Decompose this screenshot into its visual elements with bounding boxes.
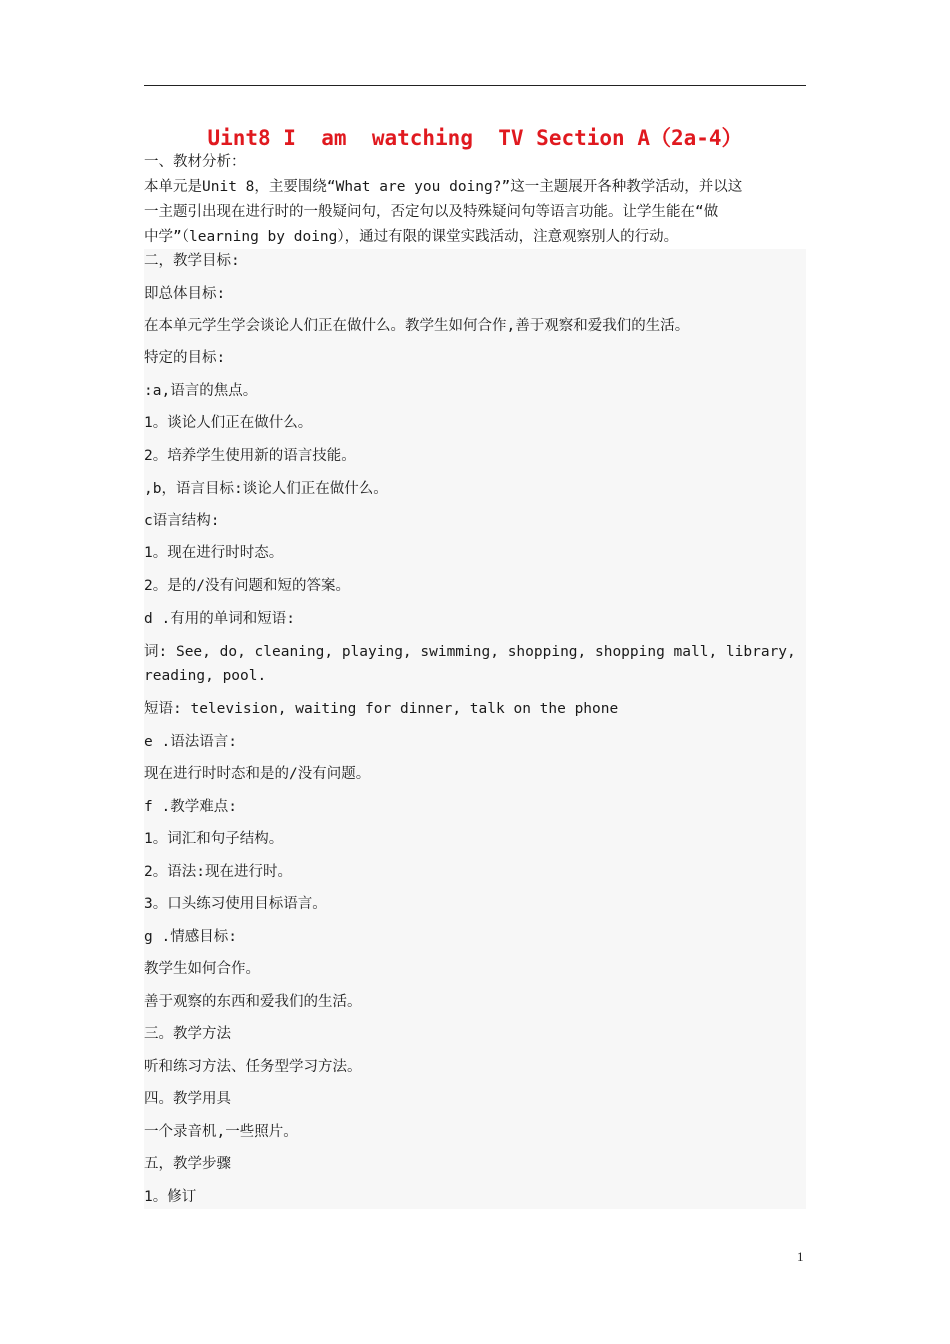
header-rule [144,85,806,86]
body-line: 2。是的/没有问题和短的答案。 [144,578,350,594]
intro-line-3: 中学”（learning by doing），通过有限的课堂实践活动，注意观察别人的行动。 [144,229,679,245]
body-line: 即总体目标: [144,286,226,302]
intro-line-1: 本单元是Unit 8，主要围绕“What are you doing?”这一主题展开各种教学活动，并以这 [144,179,743,195]
intro-heading: 一、教材分析： [144,154,246,170]
body-line: g .情感目标: [144,929,237,945]
body-line: 三。教学方法 [144,1026,231,1042]
body-line: 3。口头练习使用目标语言。 [144,896,327,912]
body-line: 1。现在进行时时态。 [144,545,284,561]
page-number: 1 [797,1249,804,1264]
body-line: 听和练习方法、任务型学习方法。 [144,1059,362,1075]
document-title: Uint8 I am watching TV Section A（2a-4） [207,126,743,150]
body-line: 在本单元学生学会谈论人们正在做什么。教学生如何合作,善于观察和爱我们的生活。 [144,318,690,334]
body-line: reading, pool. [144,668,267,684]
body-line: c语言结构: [144,513,220,529]
body-section [144,249,806,1209]
body-line: d .有用的单词和短语: [144,611,295,627]
intro-section [144,150,806,250]
body-line: :a,语言的焦点。 [144,383,258,399]
body-line: e .语法语言: [144,734,237,750]
body-line: 二，教学目标: [144,253,240,269]
body-line: ,b，语言目标:谈论人们正在做什么。 [144,481,388,497]
body-line: 一个录音机,一些照片。 [144,1124,298,1140]
body-line: 2。语法:现在进行时。 [144,864,292,880]
body-line: 1。谈论人们正在做什么。 [144,415,313,431]
body-line: 特定的目标: [144,350,226,366]
body-line: 短语: television, waiting for dinner, talk on the phone [144,701,619,717]
body-line: 1。词汇和句子结构。 [144,831,284,847]
body-line: 现在进行时时态和是的/没有问题。 [144,766,371,782]
body-line: 教学生如何合作。 [144,961,260,977]
body-line: 五，教学步骤 [144,1156,231,1172]
body-line: 词: See, do, cleaning, playing, swimming, shopping, shopping mall, library, [144,644,796,660]
intro-line-2: 一主题引出现在进行时的一般疑问句，否定句以及特殊疑问句等语言功能。让学生能在“做 [144,204,719,220]
body-line: f .教学难点: [144,799,237,815]
body-line: 四。教学用具 [144,1091,231,1107]
body-line: 善于观察的东西和爱我们的生活。 [144,994,362,1010]
body-line: 2。培养学生使用新的语言技能。 [144,448,356,464]
body-line: 1。修订 [144,1189,197,1205]
